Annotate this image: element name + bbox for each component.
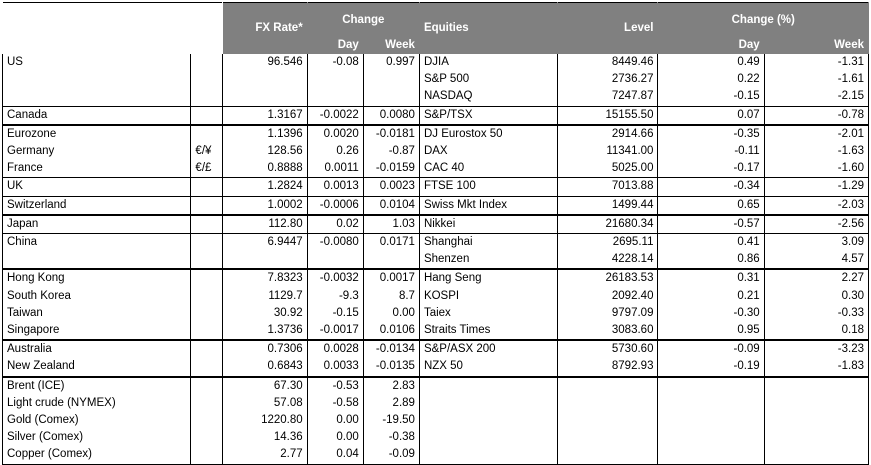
row-fx-rate: 0.7306 [223,340,307,358]
table-row [3,143,869,160]
row-fx-rate: 67.30 [223,377,307,395]
row-fx-rate: 0.8888 [223,160,307,178]
row-equity-level: 7247.87 [558,88,658,106]
table-row [3,446,869,464]
row-symbol [191,251,223,269]
row-equity-name: NASDAQ [419,88,557,106]
row-equity-name: Shanghai [419,234,557,252]
row-symbol: €/£ [191,160,223,178]
row-symbol [191,358,223,376]
row-fx-week: -0.09 [363,446,419,464]
table-row [3,71,869,88]
row-equity-name: NZX 50 [419,358,557,376]
row-symbol [191,305,223,322]
row-equity-change-week: -2.15 [764,88,868,106]
row-name: Silver (Comex) [3,429,191,446]
row-symbol [191,88,223,106]
row-equity-change-week: 0.18 [764,322,868,340]
row-name: France [3,160,191,178]
table-row [3,106,869,125]
header-spacer-3 [558,37,658,54]
row-equity-change-day: 0.41 [658,234,764,252]
row-equity-change-day: 0.22 [658,71,764,88]
row-equity-change-week: -0.33 [764,305,868,322]
row-equity-level: 26183.53 [558,269,658,287]
table-row [3,305,869,322]
row-equity-name: DJIA [419,54,557,71]
row-equity-change-day: -0.17 [658,160,764,178]
row-fx-rate [223,71,307,88]
row-equity-change-week: -2.56 [764,215,868,234]
row-fx-day: 0.02 [307,215,363,234]
row-equity-change-day: -0.30 [658,305,764,322]
row-fx-day [307,71,363,88]
row-fx-week: 0.0106 [363,322,419,340]
row-equity-name: Shenzen [419,251,557,269]
row-equity-level: 2092.40 [558,288,658,305]
row-name: Copper (Comex) [3,446,191,464]
header-spacer [223,37,307,54]
row-fx-week: 0.0080 [363,106,419,125]
row-equity-level: 3083.60 [558,322,658,340]
row-fx-week: -0.0134 [363,340,419,358]
row-symbol [191,377,223,395]
row-equity-change-week [764,429,868,446]
row-fx-rate: 30.92 [223,305,307,322]
table-row [3,196,869,215]
table-row [3,251,869,269]
row-symbol [191,395,223,412]
row-equity-level: 21680.34 [558,215,658,234]
row-fx-rate: 1.2824 [223,178,307,196]
row-fx-rate: 1220.80 [223,412,307,429]
row-equity-level [558,446,658,464]
row-fx-rate: 14.36 [223,429,307,446]
table-row [3,234,869,252]
row-fx-week [363,71,419,88]
row-fx-rate: 0.6843 [223,358,307,376]
row-fx-rate: 112.80 [223,215,307,234]
row-equity-level: 11341.00 [558,143,658,160]
row-equity-change-day [658,395,764,412]
header-fx-week: Week [363,37,419,54]
row-fx-day: -0.0022 [307,106,363,125]
row-fx-week: 8.7 [363,288,419,305]
row-equity-level: 8449.46 [558,54,658,71]
row-fx-week: -0.87 [363,143,419,160]
row-equity-change-day: 0.65 [658,196,764,215]
row-fx-day: -0.0006 [307,196,363,215]
row-equity-change-week: 0.30 [764,288,868,305]
table-row [3,178,869,196]
row-equity-level: 9797.09 [558,305,658,322]
row-fx-rate: 128.56 [223,143,307,160]
row-equity-name: DAX [419,143,557,160]
row-fx-rate: 57.08 [223,395,307,412]
row-equity-change-week [764,412,868,429]
row-equity-change-day: -0.09 [658,340,764,358]
row-equity-change-week: 4.57 [764,251,868,269]
row-fx-day: 0.0028 [307,340,363,358]
header-blank [3,3,223,38]
row-name [3,251,191,269]
row-equity-change-week: -3.23 [764,340,868,358]
row-equity-change-week: -2.01 [764,125,868,143]
market-data-table [2,2,869,465]
row-fx-week: -0.0159 [363,160,419,178]
row-equity-change-week: -1.63 [764,143,868,160]
row-equity-name: S&P/TSX [419,106,557,125]
header-change: Change [307,3,419,38]
row-name: Taiwan [3,305,191,322]
row-fx-day: 0.0033 [307,358,363,376]
row-fx-day: 0.0020 [307,125,363,143]
row-equity-change-day [658,429,764,446]
row-equity-name: Nikkei [419,215,557,234]
row-equity-name [419,412,557,429]
row-equity-change-week: -1.60 [764,160,868,178]
header-fx-rate: FX Rate* [223,3,307,38]
row-equity-level [558,395,658,412]
row-symbol [191,125,223,143]
row-fx-day: -0.0080 [307,234,363,252]
row-name: Switzerland [3,196,191,215]
row-fx-week [363,251,419,269]
row-equity-change-week: -0.78 [764,106,868,125]
row-equity-name: Swiss Mkt Index [419,196,557,215]
row-equity-level: 4228.14 [558,251,658,269]
row-equity-change-day: -0.15 [658,88,764,106]
row-equity-change-week [764,395,868,412]
row-equity-change-day: 0.21 [658,288,764,305]
row-equity-level: 2695.11 [558,234,658,252]
row-name: Canada [3,106,191,125]
row-equity-name: CAC 40 [419,160,557,178]
row-name: US [3,54,191,71]
table-row [3,215,869,234]
row-fx-day: -0.58 [307,395,363,412]
row-equity-change-day: -0.57 [658,215,764,234]
row-equity-level: 5025.00 [558,160,658,178]
row-name: Australia [3,340,191,358]
row-fx-week: 1.03 [363,215,419,234]
header-fx-day: Day [307,37,363,54]
row-symbol [191,288,223,305]
row-fx-day [307,251,363,269]
row-equity-change-day: -0.11 [658,143,764,160]
table-row [3,269,869,287]
row-equity-name: S&P 500 [419,71,557,88]
row-name: Eurozone [3,125,191,143]
row-fx-rate: 1.1396 [223,125,307,143]
row-fx-day: -0.08 [307,54,363,71]
row-name: China [3,234,191,252]
row-equity-change-day: 0.95 [658,322,764,340]
row-name [3,88,191,106]
table-row [3,125,869,143]
header-level: Level [558,3,658,38]
row-equity-name: Taiex [419,305,557,322]
row-equity-name [419,429,557,446]
header-change-pct: Change (%) [658,3,869,38]
table-row [3,429,869,446]
row-fx-week: -0.38 [363,429,419,446]
row-fx-rate [223,88,307,106]
row-name: Germany [3,143,191,160]
row-symbol [191,429,223,446]
row-equity-change-week: -1.31 [764,54,868,71]
row-fx-rate: 2.77 [223,446,307,464]
row-fx-rate: 6.9447 [223,234,307,252]
row-fx-rate: 1129.7 [223,288,307,305]
row-equity-level: 7013.88 [558,178,658,196]
row-equity-change-week: 3.09 [764,234,868,252]
row-equity-change-day: 0.31 [658,269,764,287]
row-name: Gold (Comex) [3,412,191,429]
row-equity-level: 5730.60 [558,340,658,358]
row-fx-day: -0.0017 [307,322,363,340]
row-equity-level [558,377,658,395]
row-name: New Zealand [3,358,191,376]
row-fx-rate: 1.0002 [223,196,307,215]
row-fx-week: 2.83 [363,377,419,395]
row-symbol [191,446,223,464]
row-fx-week [363,88,419,106]
table-row [3,54,869,71]
row-name: Brent (ICE) [3,377,191,395]
row-name: UK [3,178,191,196]
row-fx-week: 2.89 [363,395,419,412]
row-name: Hong Kong [3,269,191,287]
row-fx-day: 0.0011 [307,160,363,178]
row-fx-week: 0.0171 [363,234,419,252]
row-equity-change-day [658,446,764,464]
row-equity-level: 15155.50 [558,106,658,125]
row-equity-level [558,412,658,429]
row-fx-rate: 96.546 [223,54,307,71]
table-row [3,160,869,178]
row-fx-week: 0.00 [363,305,419,322]
table-row [3,412,869,429]
row-fx-week: 0.0023 [363,178,419,196]
table-row [3,288,869,305]
row-fx-day: 0.0013 [307,178,363,196]
row-fx-rate: 1.3167 [223,106,307,125]
row-equity-change-week [764,446,868,464]
row-fx-day: 0.00 [307,412,363,429]
table-row [3,322,869,340]
row-symbol [191,54,223,71]
header-spacer-2 [419,37,557,54]
row-equity-level [558,429,658,446]
row-fx-day: -0.53 [307,377,363,395]
row-equity-name: S&P/ASX 200 [419,340,557,358]
row-fx-week: 0.997 [363,54,419,71]
table-row [3,88,869,106]
table-row [3,358,869,376]
row-equity-name: Straits Times [419,322,557,340]
row-equity-name: DJ Eurostox 50 [419,125,557,143]
row-equity-change-week: -2.03 [764,196,868,215]
row-symbol: €/¥ [191,143,223,160]
table-header [3,3,869,55]
row-fx-rate: 7.8323 [223,269,307,287]
row-equity-change-week: -1.29 [764,178,868,196]
row-name: Singapore [3,322,191,340]
row-equity-change-week: -1.83 [764,358,868,376]
row-fx-day: -0.0032 [307,269,363,287]
table-body [3,54,869,464]
header-subrow [3,37,869,54]
row-name [3,71,191,88]
header-equities: Equities [419,3,557,38]
header-blank-2 [3,37,223,54]
row-equity-name: FTSE 100 [419,178,557,196]
row-fx-week: -19.50 [363,412,419,429]
row-equity-name: Hang Seng [419,269,557,287]
row-equity-change-week: 2.27 [764,269,868,287]
row-symbol [191,196,223,215]
row-equity-change-week: -1.61 [764,71,868,88]
row-fx-week: 0.0017 [363,269,419,287]
row-equity-change-day: -0.35 [658,125,764,143]
row-symbol [191,322,223,340]
row-fx-day [307,88,363,106]
row-equity-change-day: 0.49 [658,54,764,71]
row-equity-name: KOSPI [419,288,557,305]
row-fx-day: 0.26 [307,143,363,160]
row-fx-week: 0.0104 [363,196,419,215]
row-equity-change-day: 0.07 [658,106,764,125]
table-row [3,340,869,358]
row-fx-rate: 1.3736 [223,322,307,340]
row-fx-week: -0.0135 [363,358,419,376]
row-symbol [191,178,223,196]
row-symbol [191,269,223,287]
row-name: Light crude (NYMEX) [3,395,191,412]
row-equity-name [419,395,557,412]
row-fx-day: -0.15 [307,305,363,322]
row-symbol [191,234,223,252]
row-equity-level: 2736.27 [558,71,658,88]
row-fx-day: 0.00 [307,429,363,446]
row-symbol [191,215,223,234]
row-equity-change-day [658,377,764,395]
table-row [3,395,869,412]
row-fx-week: -0.0181 [363,125,419,143]
row-equity-change-day: -0.34 [658,178,764,196]
row-name: South Korea [3,288,191,305]
row-equity-name [419,446,557,464]
header-eq-day: Day [658,37,764,54]
row-symbol [191,340,223,358]
row-equity-name [419,377,557,395]
row-equity-change-day: 0.86 [658,251,764,269]
row-equity-level: 1499.44 [558,196,658,215]
header-row [3,3,869,38]
table-row [3,377,869,395]
row-equity-level: 2914.66 [558,125,658,143]
row-name: Japan [3,215,191,234]
row-symbol [191,412,223,429]
row-equity-change-day [658,412,764,429]
row-equity-change-week [764,377,868,395]
row-fx-day: 0.04 [307,446,363,464]
row-symbol [191,71,223,88]
header-eq-week: Week [764,37,868,54]
row-fx-rate [223,251,307,269]
row-equity-change-day: -0.19 [658,358,764,376]
row-symbol [191,106,223,125]
row-fx-day: -9.3 [307,288,363,305]
row-equity-level: 8792.93 [558,358,658,376]
